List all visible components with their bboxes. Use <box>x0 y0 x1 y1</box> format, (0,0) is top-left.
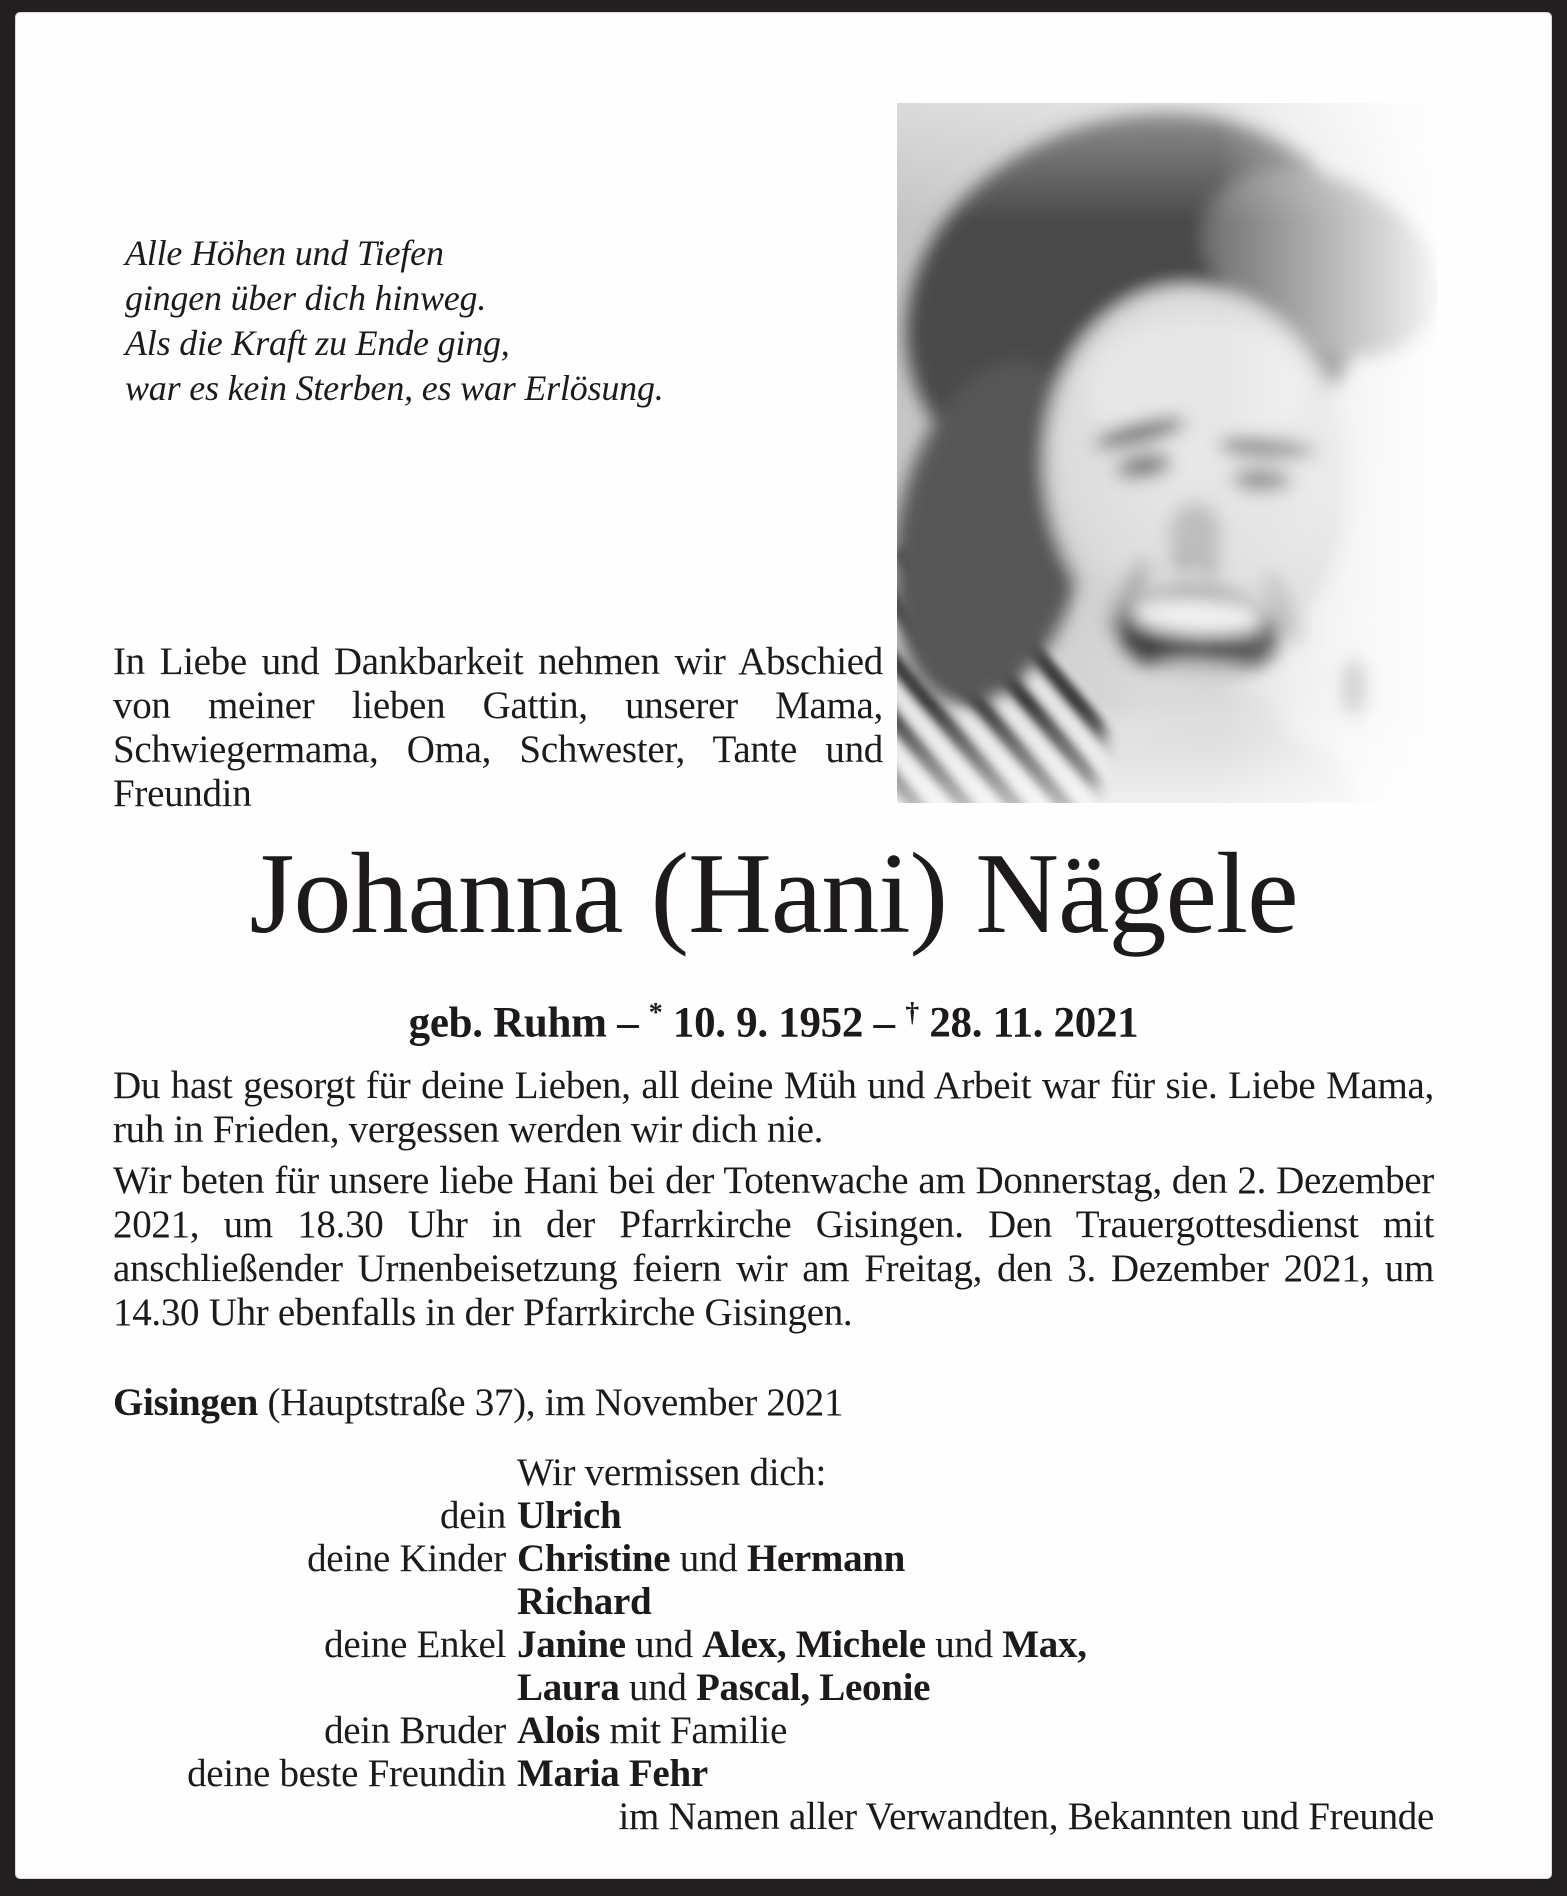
birth-star-symbol: * <box>648 997 663 1028</box>
relation-suffix: mit Familie <box>600 1709 788 1752</box>
birth-date: 10. 9. 1952 – <box>672 999 895 1047</box>
death-cross-symbol: † <box>905 997 919 1028</box>
mourner-row <box>113 1537 1434 1580</box>
mourner-names <box>517 1494 621 1537</box>
conjunction: und <box>619 1666 697 1709</box>
mourner-name: Christine <box>517 1537 671 1580</box>
tribute-paragraph: Du hast gesorgt für deine Lieben, all deine Müh und Arbeit war für sie. Liebe Mama, ruh in Frieden, vergessen werden wir dich nie. <box>113 1064 1434 1151</box>
mourner-row <box>113 1709 1434 1752</box>
mourner-name: Richard <box>517 1580 652 1623</box>
mourner-relation: deine Enkel <box>324 1623 506 1666</box>
mourner-row <box>113 1666 1434 1709</box>
mourner-relation <box>113 1666 506 1709</box>
conjunction: und <box>670 1537 747 1580</box>
mourner-row <box>113 1494 1434 1537</box>
service-paragraph: Wir beten für unsere liebe Hani bei der Totenwache am Donnerstag, den 2. Dezember 2021, um 18.30 Uhr in der Pfarrkirche Gisingen. Den Trauergottesdienst mit anschließender Urnenbeisetzung feiern wir am Freitag, den 3. Dezember 2021, um 14.30 Uhr ebenfalls in der Pfarrkirche Gisingen. <box>113 1159 1434 1334</box>
mourner-row <box>113 1623 1434 1666</box>
portrait-photo <box>897 103 1437 803</box>
mourner-name: Ulrich <box>517 1494 622 1537</box>
conjunction: und <box>925 1623 1003 1666</box>
mourner-name: Laura <box>517 1666 620 1709</box>
birth-death-line <box>113 988 1434 1048</box>
maiden-name: geb. Ruhm – <box>408 999 639 1047</box>
mourner-names <box>517 1666 930 1709</box>
mourner-names <box>517 1752 708 1795</box>
mourner-names <box>517 1709 787 1752</box>
mourners-heading: Wir vermissen dich: <box>517 1451 826 1494</box>
dateline-place: Gisingen <box>113 1381 258 1424</box>
mourner-relation <box>113 1580 506 1623</box>
mourner-name: Hermann <box>746 1537 906 1580</box>
epitaph-verse <box>125 231 664 411</box>
mourner-name: Alois <box>517 1709 601 1752</box>
conjunction: und <box>625 1623 703 1666</box>
mourner-relation: dein <box>440 1494 506 1537</box>
dateline-address: (Hauptstraße 37), im November 2021 <box>267 1381 844 1424</box>
epitaph-line: war es kein Sterben, es war Erlösung. <box>125 368 664 408</box>
mourner-name: Pascal, Leonie <box>696 1666 931 1709</box>
mourner-row <box>113 1580 1434 1623</box>
mourner-name: Janine <box>517 1623 626 1666</box>
farewell-intro: In Liebe und Dankbarkeit nehmen wir Abschied von meiner lieben Gattin, unserer Mama, Schwiegermama, Oma, Schwester, Tante und Freundin <box>113 640 883 815</box>
obituary-card <box>16 13 1551 1878</box>
mourner-names <box>517 1580 651 1623</box>
epitaph-line: Alle Höhen und Tiefen <box>125 233 444 273</box>
mourner-row <box>113 1752 1434 1795</box>
epitaph-line: Als die Kraft zu Ende ging, <box>125 323 510 363</box>
mourner-names <box>517 1537 905 1580</box>
mourner-relation: dein Bruder <box>324 1709 506 1752</box>
death-date: 28. 11. 2021 <box>929 999 1139 1047</box>
mourner-relation: deine beste Freundin <box>187 1752 506 1795</box>
mourner-name: Maria Fehr <box>517 1752 708 1795</box>
mourners-block <box>113 1451 1434 1838</box>
portrait-photo-image <box>897 103 1437 803</box>
mourner-names <box>517 1623 1087 1666</box>
deceased-name: Johanna (Hani) Nägele <box>249 830 1298 958</box>
epitaph-line: gingen über dich hinweg. <box>125 278 487 318</box>
mourner-name: Alex, Michele <box>702 1623 926 1666</box>
mourner-name: Max, <box>1002 1623 1087 1666</box>
mourner-relation: deine Kinder <box>307 1537 506 1580</box>
closing-line: im Namen aller Verwandten, Bekannten und Freunde <box>618 1795 1434 1838</box>
dateline <box>113 1381 1434 1425</box>
